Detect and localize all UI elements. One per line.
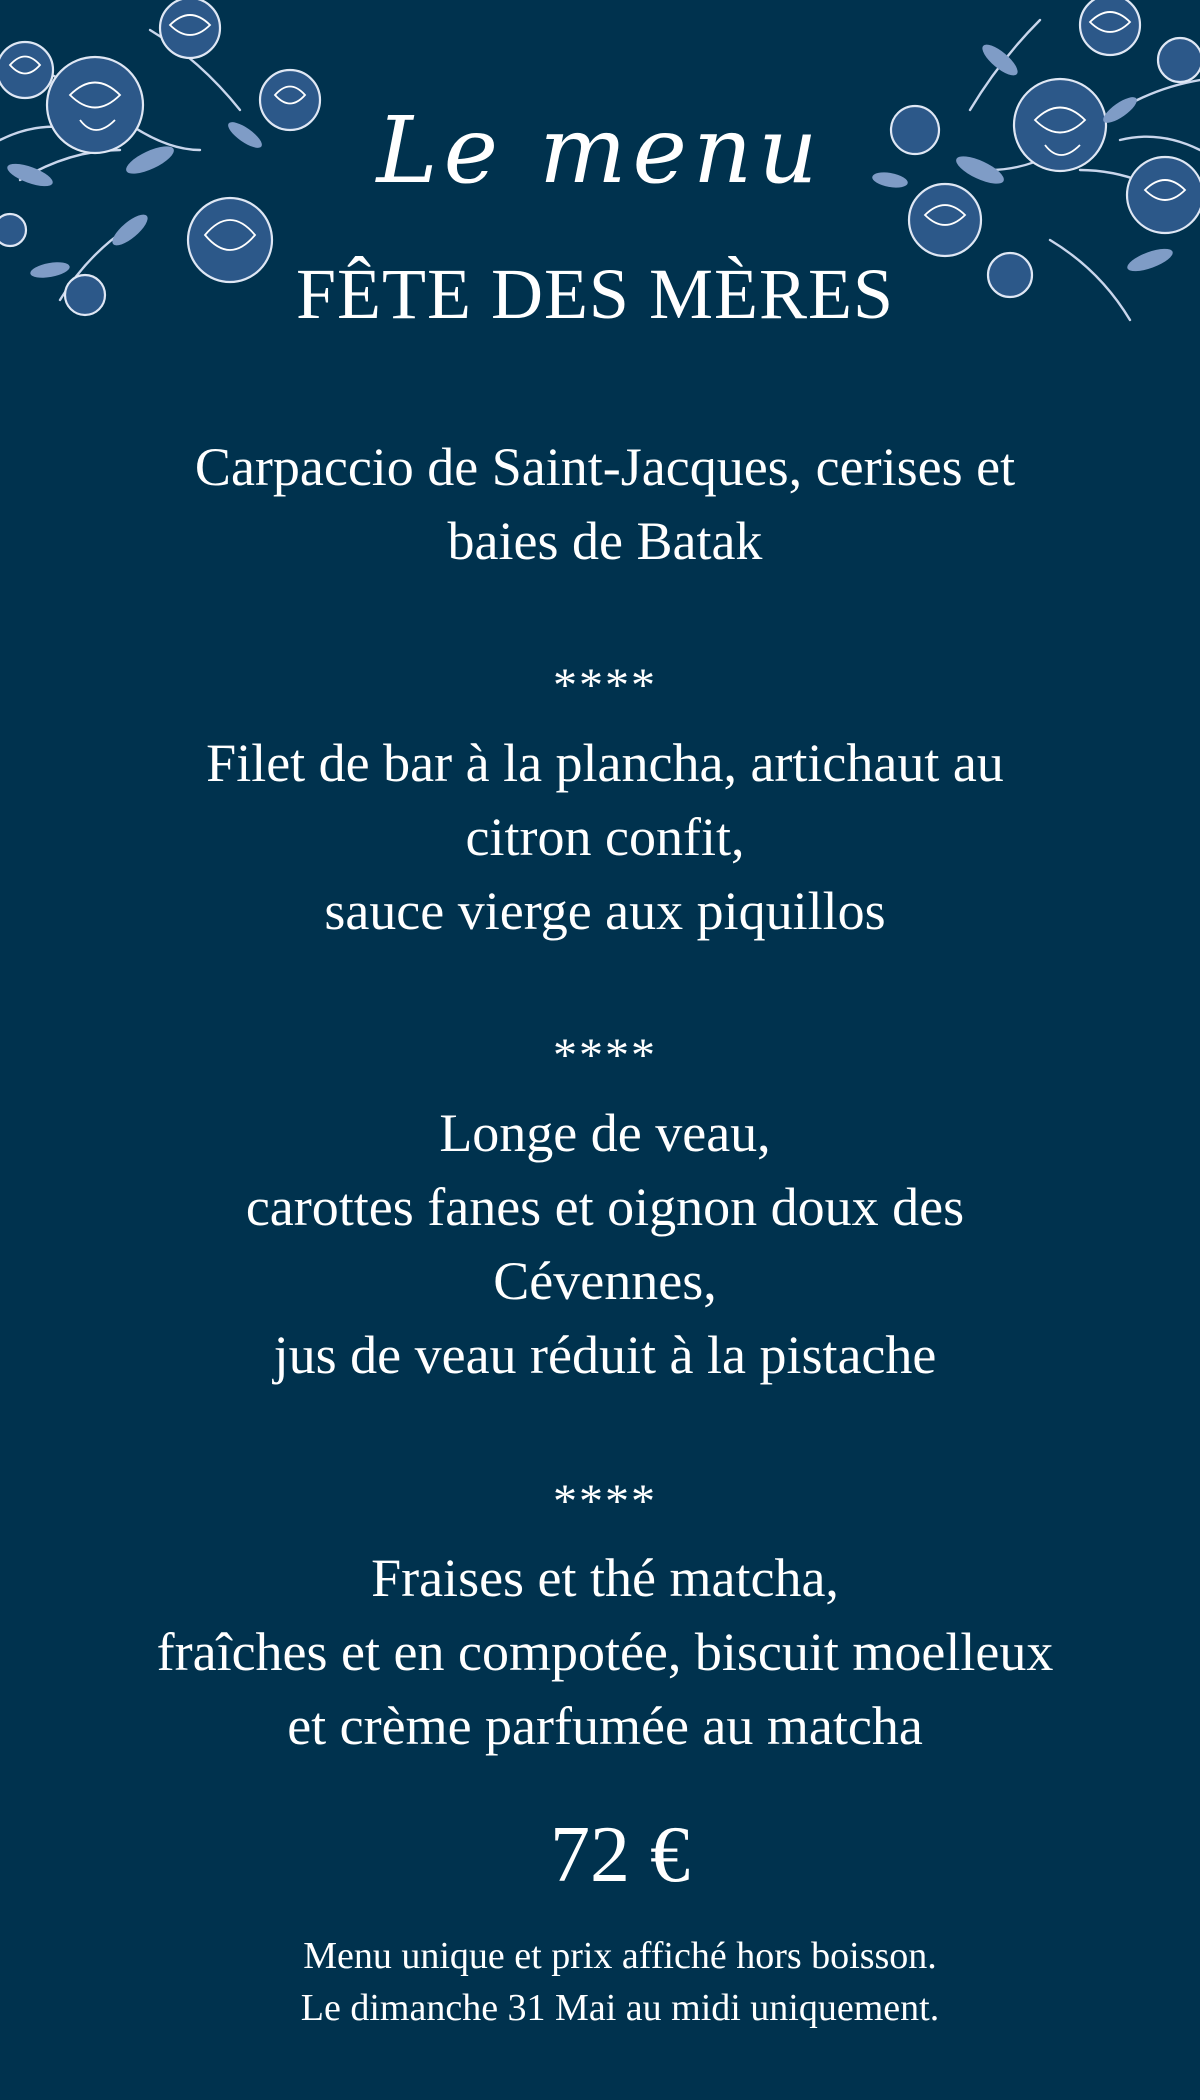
course-line: et crème parfumée au matcha <box>287 1696 923 1756</box>
menu-notes <box>0 1930 1200 2034</box>
note-line: Le dimanche 31 Mai au midi uniquement. <box>300 1987 940 2029</box>
course-line: citron confit, <box>465 807 745 867</box>
course-dessert <box>0 1541 1200 1763</box>
note-line: Menu unique et prix affiché hors boisson. <box>303 1935 937 1977</box>
course-line: carottes fanes et oignon doux des <box>245 1177 965 1237</box>
course-line: Carpaccio de Saint-Jacques, cerises et <box>194 437 1016 497</box>
course-line: sauce vierge aux piquillos <box>324 881 886 941</box>
menu-price: 72 € <box>550 1811 690 1899</box>
separator: **** <box>553 1475 657 1528</box>
menu-title: FÊTE DES MÈRES <box>295 254 895 334</box>
course-line: Longe de veau, <box>439 1103 771 1163</box>
separator: **** <box>553 659 657 712</box>
course-line: Filet de bar à la plancha, artichaut au <box>206 733 1004 793</box>
course-starter <box>0 430 1200 578</box>
course-line: Fraises et thé matcha, <box>371 1548 839 1608</box>
course-line: jus de veau réduit à la pistache <box>273 1325 937 1385</box>
menu-script-title: Le menu <box>376 97 824 204</box>
course-line: fraîches et en compotée, biscuit moelleux <box>156 1622 1054 1682</box>
course-line: baies de Batak <box>447 511 763 571</box>
course-meat <box>0 1096 1200 1392</box>
course-fish <box>0 726 1200 948</box>
course-line: Cévennes, <box>493 1251 717 1311</box>
separator: **** <box>553 1029 657 1082</box>
